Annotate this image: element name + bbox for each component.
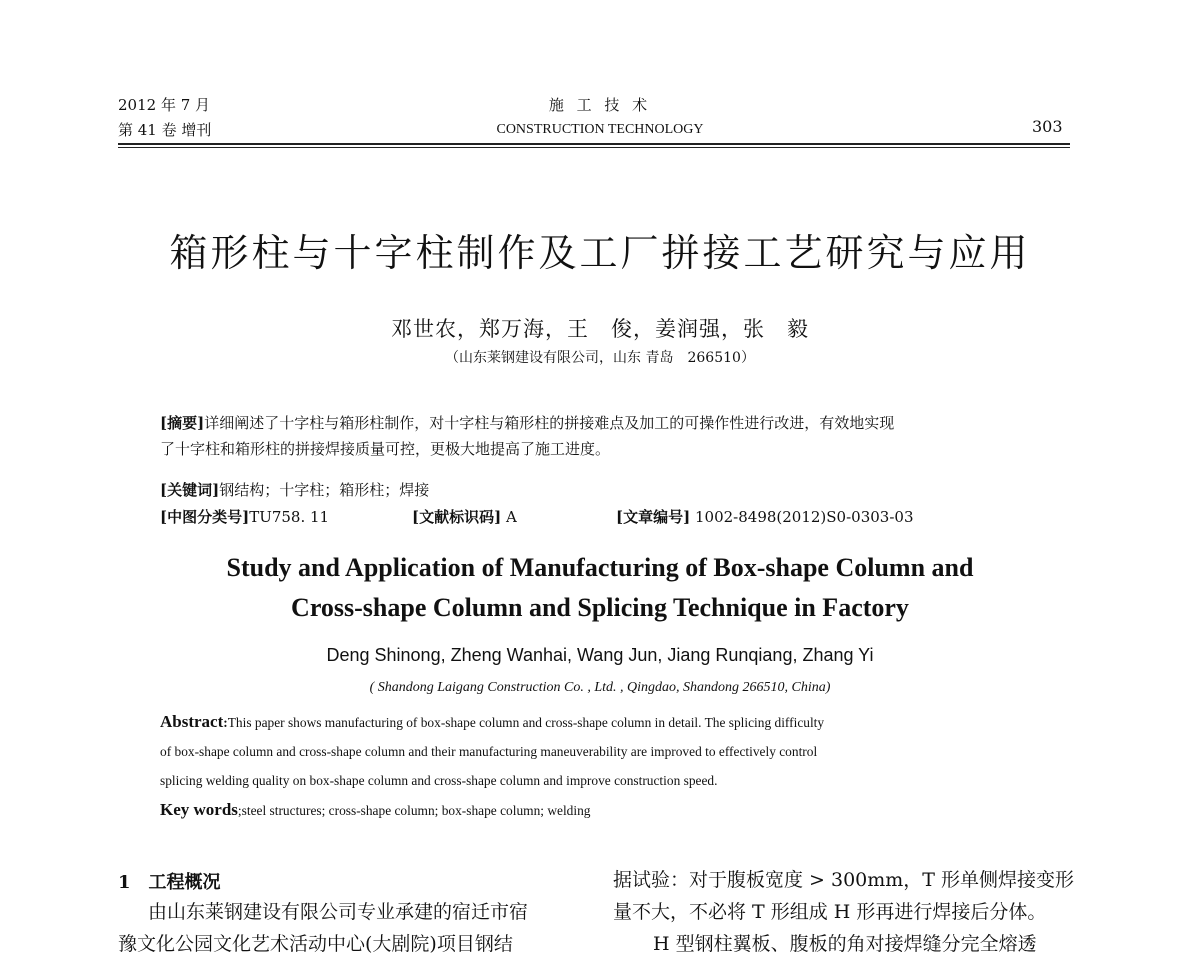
keywords-en-label: Key words — [160, 800, 238, 819]
article-title-en — [0, 548, 1200, 628]
title-en-line2: Cross-shape Column and Splicing Technique in Factory — [291, 593, 909, 622]
body-right-line1: 据试验：对于腹板宽度 > 300mm，T 形单侧焊接变形 — [613, 869, 1075, 891]
doc-code-label: [文献标识码] — [412, 508, 502, 526]
affiliation-en: ( Shandong Laigang Construction Co. , Ltd. , Qingdao, Shandong 266510, China) — [369, 680, 831, 695]
abstract-en-line2: of box-shape column and cross-shape column and their manufacturing maneuverability are improved to effectively control — [160, 744, 818, 759]
affiliation-cn: （山东莱钢建设有限公司，山东 青岛 266510） — [445, 350, 755, 366]
body-right-line3: H 型钢柱翼板、腹板的角对接焊缝分完全熔透 — [653, 933, 1037, 955]
body-left-line2: 豫文化公园文化艺术活动中心(大剧院)项目钢结 — [118, 933, 513, 955]
journal-title-en: CONSTRUCTION TECHNOLOGY — [496, 122, 704, 137]
section-heading: 1 工程概况 — [118, 872, 221, 893]
clc-value: TU758. 11 — [249, 508, 330, 526]
keywords-en: Key words;steel structures; cross-shape column; box-shape column; welding — [160, 800, 591, 819]
authors-cn: 邓世农，郑万海，王 俊，姜润强，张 毅 — [391, 317, 809, 341]
abstract-cn-label: [摘要] — [160, 414, 205, 432]
article-number-label: [文章编号] — [616, 508, 691, 526]
abstract-en-label: Abstract — [160, 712, 224, 731]
keywords-cn — [160, 477, 429, 503]
article-title-cn: 箱形柱与十字柱制作及工厂拼接工艺研究与应用 — [169, 231, 1031, 275]
clc-label: [中图分类号] — [160, 508, 250, 526]
document-code — [412, 504, 517, 530]
abstract-en-line3: splicing welding quality on box-shape column and cross-shape column and improve construction speed. — [160, 773, 718, 788]
page-number: 303 — [1032, 117, 1063, 136]
body-left-line1: 由山东莱钢建设有限公司专业承建的宿迁市宿 — [148, 901, 529, 923]
clc-number — [160, 504, 329, 530]
header-rule-bottom — [118, 147, 1070, 148]
abstract-en-line1: This paper shows manufacturing of box-shape column and cross-shape column in detail. The splicing difficulty — [227, 715, 825, 730]
keywords-en-text: steel structures; cross-shape column; box-shape column; welding — [241, 803, 591, 818]
article-number — [616, 504, 914, 530]
journal-title-cn: 施 工 技 术 — [548, 96, 652, 114]
header-rule-top — [118, 143, 1070, 145]
abstract-cn — [160, 410, 894, 436]
authors-en: Deng Shinong, Zheng Wanhai, Wang Jun, Jiang Runqiang, Zhang Yi — [326, 645, 874, 665]
abstract-cn-line1: 详细阐述了十字柱与箱形柱制作，对十字柱与箱形柱的拼接难点及加工的可操作性进行改进，有效地实现 — [204, 414, 895, 432]
issue-date: 2012 年 7 月 — [118, 96, 211, 114]
abstract-cn-line2: 了十字柱和箱形柱的拼接焊接质量可控，更极大地提高了施工进度。 — [160, 440, 611, 458]
doc-code-value: A — [505, 508, 517, 526]
keywords-cn-label: [关键词] — [160, 481, 220, 499]
keywords-cn-text: 钢结构；十字柱；箱形柱；焊接 — [219, 481, 430, 499]
volume-info: 第 41 卷 增刊 — [118, 121, 212, 139]
title-en-line1: Study and Application of Manufacturing of Box-shape Column and — [226, 553, 974, 582]
article-number-value: 1002-8498(2012)S0-0303-03 — [694, 508, 914, 526]
body-right-line2: 量不大，不必将 T 形组成 H 形再进行焊接后分体。 — [613, 901, 1047, 923]
abstract-en: Abstract:This paper shows manufacturing of box-shape column and cross-shape column in detail. The splicing difficulty of box-shape column and cross-shape column and their manufacturing maneuverability are improved to effectively control splicing welding quality on box-shape column and cross-shape column and improve construction speed. — [160, 707, 1035, 795]
